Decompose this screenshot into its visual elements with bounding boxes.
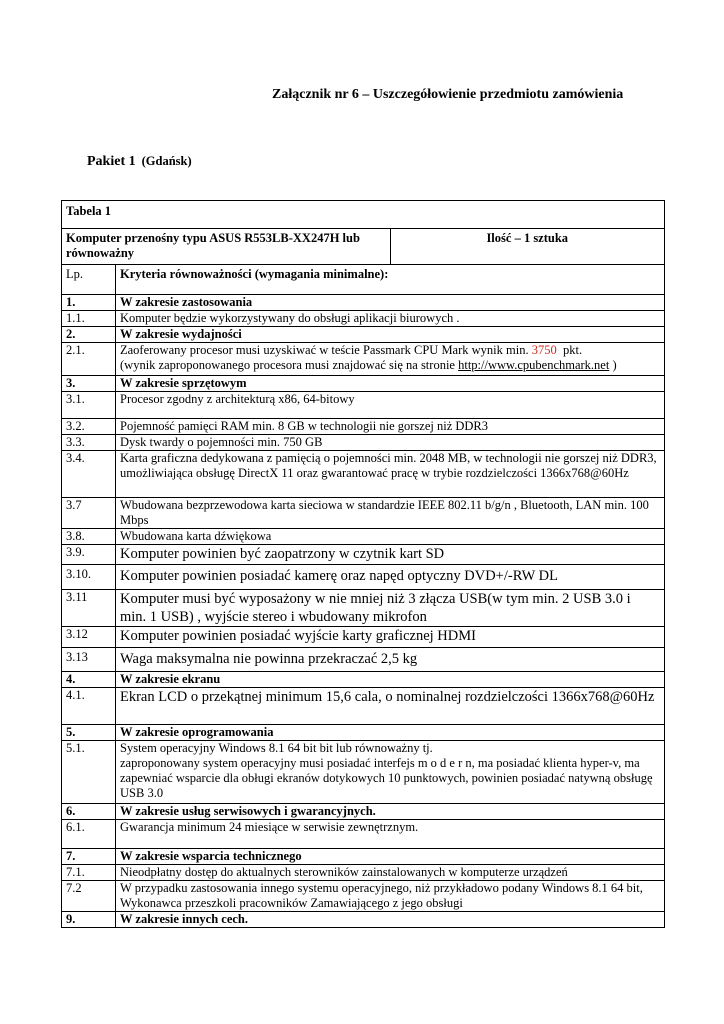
table-caption: Tabela 1 — [62, 201, 665, 229]
row-text: System operacyjny Windows 8.1 64 bit bit lub równoważny tj. zaproponowany system operacyjny musi posiadać interfejs m o d e r n, ma posiadać klienta hyper-v, ma zapewniać wsparcie dla obługi ekranów dotykowych 10 punktowych, powinien posiadać natywną obsługę USB 3.0 — [116, 741, 665, 804]
row-text: Komputer powinien posiadać wyjście karty graficznej HDMI — [116, 627, 665, 648]
table-row — [62, 498, 665, 529]
row-number: 7.1. — [62, 865, 116, 881]
row-number: 3.12 — [62, 627, 116, 648]
section-row — [62, 849, 665, 865]
row-number: 3. — [62, 376, 116, 392]
section-row — [62, 327, 665, 343]
column-header-row — [62, 265, 665, 295]
section-title: W zakresie usług serwisowych i gwarancyjnych. — [116, 804, 665, 820]
row-number: 3.13 — [62, 648, 116, 672]
row-number: 3.3. — [62, 435, 116, 451]
table-row — [62, 529, 665, 545]
document-title: Załącznik nr 6 – Uszczegółowienie przedmiotu zamówienia — [272, 87, 624, 102]
column-header-lp: Lp. — [62, 265, 116, 295]
requirements-table — [61, 200, 665, 928]
table-row — [62, 741, 665, 804]
table-row — [62, 311, 665, 327]
section-row — [62, 725, 665, 741]
row-number: 4.1. — [62, 688, 116, 725]
benchmark-link[interactable]: http://www.cpubenchmark.net — [458, 358, 610, 372]
table-row — [62, 881, 665, 912]
table-row — [62, 343, 665, 376]
section-title: W zakresie wsparcia technicznego — [116, 849, 665, 865]
product-row — [62, 229, 665, 265]
row-text: W przypadku zastosowania innego systemu operacyjnego, niż przykładowo podany Windows 8.1 64 bit, Wykonawca przeszkoli pracowników Zamawiającego z jego obsługi — [116, 881, 665, 912]
table-row — [62, 545, 665, 565]
row-text: Procesor zgodny z architekturą x86, 64-bitowy — [116, 392, 665, 419]
row-text: Komputer będzie wykorzystywany do obsługi aplikacji biurowych . — [116, 311, 665, 327]
row-number: 7. — [62, 849, 116, 865]
section-row — [62, 804, 665, 820]
row-number: 1. — [62, 295, 116, 311]
table-row — [62, 820, 665, 849]
row-number: 4. — [62, 672, 116, 688]
section-row — [62, 295, 665, 311]
package-city: (Gdańsk) — [141, 154, 192, 168]
row-number: 9. — [62, 912, 116, 928]
product-quantity: Ilość – 1 sztuka — [390, 229, 665, 265]
row-text: Nieodpłatny dostęp do aktualnych sterowników zainstalowanych w komputerze urządzeń — [116, 865, 665, 881]
section-title: W zakresie oprogramowania — [116, 725, 665, 741]
table-row — [62, 435, 665, 451]
row-text: Komputer musi być wyposażony w nie mniej niż 3 złącza USB(w tym min. 2 USB 3.0 i min. 1 USB) , wyjście stereo i wbudowany mikrofon — [116, 590, 665, 627]
row-number: 3.11 — [62, 590, 116, 627]
row-text: Wbudowana bezprzewodowa karta sieciowa w standardzie IEEE 802.11 b/g/n , Bluetooth, LAN min. 100 Mbps — [116, 498, 665, 529]
section-title: W zakresie wydajności — [116, 327, 665, 343]
column-header-criteria: Kryteria równoważności (wymagania minimalne): — [116, 265, 665, 295]
row-number: 3.7 — [62, 498, 116, 529]
table-row — [62, 865, 665, 881]
section-title: W zakresie zastosowania — [116, 295, 665, 311]
table-row — [62, 648, 665, 672]
row-number: 3.9. — [62, 545, 116, 565]
row-number: 3.4. — [62, 451, 116, 498]
section-row — [62, 376, 665, 392]
table-row — [62, 419, 665, 435]
section-row — [62, 672, 665, 688]
row-text: Waga maksymalna nie powinna przekraczać 2,5 kg — [116, 648, 665, 672]
row-number: 3.10. — [62, 565, 116, 590]
package-label: Pakiet 1 — [87, 154, 136, 169]
table-row — [62, 565, 665, 590]
row-number: 5. — [62, 725, 116, 741]
row-text: Zaoferowany procesor musi uzyskiwać w teście Passmark CPU Mark wynik min. 3750 pkt. (wynik zaproponowanego procesora musi znajdować się na stronie http://www.cpubenchmark.net ) — [116, 343, 665, 376]
row-text: Komputer powinien być zaopatrzony w czytnik kart SD — [116, 545, 665, 565]
package-heading — [87, 154, 192, 170]
row-text: Dysk twardy o pojemności min. 750 GB — [116, 435, 665, 451]
table-row — [62, 392, 665, 419]
table-row — [62, 688, 665, 725]
table-row — [62, 590, 665, 627]
row-text: Karta graficzna dedykowana z pamięcią o pojemności min. 2048 MB, w technologii nie gorszej niż DDR3, umożliwiająca obsługę DirectX 11 oraz gwarantować pracę w trybie rozdzielczości 1366x768@60Hz — [116, 451, 665, 498]
section-row — [62, 912, 665, 928]
section-title: W zakresie sprzętowym — [116, 376, 665, 392]
row-text: Gwarancja minimum 24 miesiące w serwisie zewnętrznym. — [116, 820, 665, 849]
row-number: 7.2 — [62, 881, 116, 912]
row-text: Komputer powinien posiadać kamerę oraz napęd optyczny DVD+/-RW DL — [116, 565, 665, 590]
row-text: Wbudowana karta dźwiękowa — [116, 529, 665, 545]
passmark-score: 3750 — [531, 343, 557, 357]
row-number: 6. — [62, 804, 116, 820]
table-row — [62, 627, 665, 648]
row-number: 2. — [62, 327, 116, 343]
row-number: 5.1. — [62, 741, 116, 804]
row-text: Ekran LCD o przekątnej minimum 15,6 cala, o nominalnej rozdzielczości 1366x768@60Hz — [116, 688, 665, 725]
row-number: 3.2. — [62, 419, 116, 435]
product-name: Komputer przenośny typu ASUS R553LB-XX247H lub równoważny — [62, 229, 391, 265]
row-number: 3.8. — [62, 529, 116, 545]
row-number: 2.1. — [62, 343, 116, 376]
row-text: Pojemność pamięci RAM min. 8 GB w technologii nie gorszej niż DDR3 — [116, 419, 665, 435]
table-caption-row — [62, 201, 665, 229]
row-number: 3.1. — [62, 392, 116, 419]
section-title: W zakresie ekranu — [116, 672, 665, 688]
table-row — [62, 451, 665, 498]
section-title: W zakresie innych cech. — [116, 912, 665, 928]
row-number: 1.1. — [62, 311, 116, 327]
row-number: 6.1. — [62, 820, 116, 849]
